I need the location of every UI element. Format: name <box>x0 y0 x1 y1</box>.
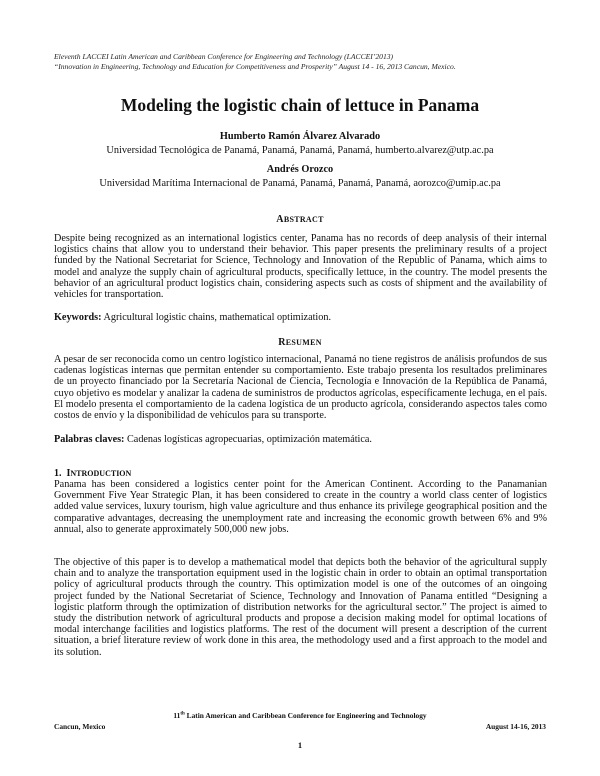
footer-location: Cancun, Mexico <box>54 722 106 731</box>
palabras-claves-text: Cadenas logísticas agropecuarias, optimización matemática. <box>124 434 372 445</box>
resumen-text: A pesar de ser reconocida como un centro logístico internacional, Panamá no tiene registros de análisis profundos de sus cadenas logísticas internas que permitan entender su comportamiento. Este trabajo presenta los resultados preliminares de un proyecto financiado por la Secretaría Nacional de Ciencia, Tecnología e Innovación de la República de Panamá, cuyo objetivo es modelar y analizar la cadena de suministros de productos agrícolas, específicamente lechuga, en el país. El modelo presenta el comportamiento de la cadena logística de un producto agrícola, considerando aspectos tales como costos de envío y la disponibilidad de vehículos para su transporte. <box>54 354 547 422</box>
resumen-heading-initial: R <box>278 337 286 348</box>
resumen-heading <box>0 337 600 348</box>
header-line-2: “Innovation in Engineering, Technology and Education for Competitiveness and Prosperity” August 14 - 16, 2013 Cancun, Mexico. <box>54 61 456 71</box>
author-name-2: Andrés Orozco <box>266 164 334 175</box>
footer-conf-name: Latin American and Caribbean Conference for Engineering and Technology <box>184 711 427 720</box>
introduction-heading <box>54 468 131 479</box>
abstract-heading <box>0 214 600 225</box>
abstract-heading-initial: A <box>276 214 284 225</box>
abstract-text: Despite being recognized as an international logistics center, Panama has no records of deep analysis of their internal logistics chains that allow you to understand their behavior. This paper presents the preliminary results of a project funded by the National Secretariat for Science, Technology and Innovation of the Republic of Panama, which aims to model and analyze the supply chain of agricultural products, specifically lettuce, in the country. The model presents the behavior of an agricultural product logistics chain, considering aspects such as costs of shipment and the availability of vehicles for transportation. <box>54 233 547 301</box>
author-name-1: Humberto Ramón Álvarez Alvarado <box>219 131 381 142</box>
page-number: 1 <box>297 740 303 750</box>
author-affiliation-2: Universidad Marítima Internacional de Panamá, Panamá, Panamá, Panamá, aorozco@umip.ac.pa <box>99 178 501 189</box>
paper-title: Modeling the logistic chain of lettuce in Panama <box>120 95 480 115</box>
running-header <box>54 52 554 71</box>
introduction-paragraph-1: Panama has been considered a logistics center point for the American Continent. According to the Panamanian Government Five Year Strategic Plan, it has been considered to create in the country a world class center of logistics added value services, luxury tourism, high value agriculture and thus enhance its privilege geographical position and the comparative advantages, decreasing the unemployment rate and increasing the economic growth between 6% and 9% annual, also to generate approximately 500,000 new jobs. <box>54 479 547 535</box>
introduction-paragraph-2: The objective of this paper is to develop a mathematical model that depicts both the behavior of the agricultural supply chain and to analyze the transportation equipment used in the logistic chain in order to obtain an optimal transportation policy of agricultural products through the country. This optimization model is one of the outcomes of an oingoing project funded by the National Secretariat of Science, Technology and Innovation of Panama entitled “Designing a logistic platform through the optimization of distribution networks for the agricultural sector.” The project is aimed to study the distribution network of agricultural products and propose a decision making model for optimal locations of modal interchange facilities and logistics platforms. The rest of the document will present a description of the current situation, a brief literature review of work done in this area, the methodology used and a first approach to the model and its solution. <box>54 557 547 658</box>
footer-conf-ordinal: th <box>180 711 185 717</box>
keywords-text: Agricultural logistic chains, mathematical optimization. <box>101 312 331 323</box>
abstract-heading-rest: BSTRACT <box>283 215 324 224</box>
footer-conf-number: 11 <box>173 711 181 720</box>
palabras-claves-label: Palabras claves: <box>54 434 125 445</box>
keywords-label: Keywords: <box>54 312 102 323</box>
author-affiliation-1: Universidad Tecnológica de Panamá, Panamá, Panamá, Panamá, humberto.alvarez@utp.ac.pa <box>106 145 494 156</box>
introduction-number: 1. <box>54 468 62 479</box>
introduction-heading-rest: NTRODUCTION <box>70 469 132 478</box>
introduction-heading-initial: I <box>66 468 71 479</box>
abstract-keywords <box>54 312 547 323</box>
footer-conference <box>0 711 600 720</box>
header-line-1: Eleventh LACCEI Latin American and Caribbean Conference for Engineering and Technology (LACCEI’2013) <box>54 52 394 61</box>
footer-dates: August 14-16, 2013 <box>485 722 546 731</box>
resumen-heading-rest: ESUMEN <box>285 338 322 347</box>
resumen-keywords <box>54 434 547 445</box>
